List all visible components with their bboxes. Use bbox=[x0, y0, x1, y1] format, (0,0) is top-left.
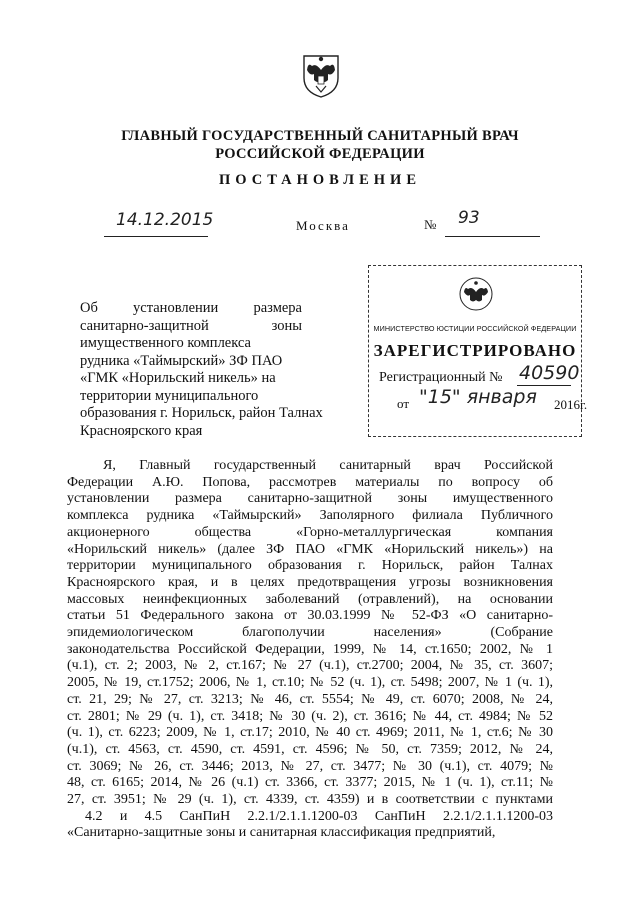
document-number: 93 bbox=[458, 208, 480, 228]
document-type-title: ПОСТАНОВЛЕНИЕ bbox=[218, 172, 421, 188]
body-line: статьи 51 Федерального закона от 30.03.1999 № 52-ФЗ «О санитарно- bbox=[67, 608, 553, 624]
body-line: (ч.1), ст. 4563, ст. 4590, ст. 4591, ст. 4596; № 50, ст. 7359; 2012, № 24, bbox=[67, 741, 553, 757]
body-line: комплекса рудника «Таймырский» Заполярного филиала Публичного bbox=[67, 508, 553, 524]
subject-line: Красноярского края bbox=[80, 422, 203, 439]
body-line: «Норильский никель» (далее ЗФ ПАО «ГМК «Норильский никель») на bbox=[67, 541, 553, 557]
body-line: территории муниципального образования г. Норильск, район Талнах bbox=[67, 558, 553, 574]
document-subject bbox=[80, 300, 323, 440]
stamp-ministry-name: МИНИСТЕРСТВО ЮСТИЦИИ РОССИЙСКОЙ ФЕДЕРАЦИИ bbox=[373, 324, 577, 333]
body-line: Красноярского края, и в целях предотвращения угрозы возникновения bbox=[67, 574, 553, 590]
body-line: ст. 21, 29; № 27, ст. 3213; № 46, ст. 5554; № 49, ст. 6070; 2008, № 24, bbox=[67, 691, 553, 707]
body-line: акционерного общества «Горно-металлургическая компания bbox=[67, 524, 553, 540]
stamp-date-prefix: от bbox=[397, 396, 410, 411]
stamp-registration-number: 40590 bbox=[519, 362, 580, 384]
stamp-status: ЗАРЕГИСТРИРОВАНО bbox=[373, 341, 577, 360]
body-line: «Санитарно-защитные зоны и санитарная классификация предприятий, bbox=[67, 825, 496, 841]
body-line: 27, ст. 3951; № 29 (ч. 1), ст. 4339, ст. 4359) и в соответствии с пунктами bbox=[67, 792, 553, 808]
body-line: Я, Главный государственный санитарный врач Российской bbox=[103, 458, 553, 473]
body-line: 4.2 и 4.5 СанПиН 2.2.1/2.1.1.1200-03 СанПиН 2.2.1/2.1.1.1200-03 bbox=[85, 808, 553, 824]
authority-line: РОССИЙСКОЙ ФЕДЕРАЦИИ bbox=[215, 146, 425, 162]
body-line: ст. 2801; № 29 (ч. 1), ст. 3418; № 30 (ч. 2), ст. 3616; № 44, ст. 4984; № 52 bbox=[67, 708, 553, 724]
subject-line: санитарно-защитной зоны bbox=[80, 317, 302, 334]
stamp-date: "15" января bbox=[419, 386, 537, 408]
body-line: эпидемиологическом благополучии населения» (Собрание bbox=[67, 625, 553, 641]
subject-line: Об установлении размера bbox=[80, 300, 302, 316]
subject-line: имущественного комплекса bbox=[80, 335, 251, 351]
body-line: массовых неинфекционных заболеваний (отравлений), на основании bbox=[67, 591, 553, 607]
document-date: 14.12.2015 bbox=[116, 210, 214, 230]
city-name: Москва bbox=[296, 218, 350, 233]
subject-line: территории муниципального bbox=[80, 387, 259, 404]
subject-line: «ГМК «Норильский никель» на bbox=[80, 370, 276, 386]
body-line: (ч. 1), ст. 6223; 2009, № 1, ст.17; 2010, № 40 ст. 4969; 2011, № 1, ст.6; № 30 bbox=[67, 725, 553, 741]
body-line: 2005, № 19, ст.1752; 2006, № 1, ст.10; № 52 (ч. 1), ст. 5498; 2007, № 1 (ч. 1), bbox=[67, 675, 553, 691]
subject-line: образования г. Норильск, район Талнах bbox=[80, 405, 323, 421]
subject-line: рудника «Таймырский» ЗФ ПАО bbox=[80, 352, 283, 369]
stamp-year: 2016г. bbox=[554, 397, 588, 412]
stamp-registration-label: Регистрационный № bbox=[379, 370, 503, 385]
russian-coat-of-arms-icon bbox=[300, 50, 342, 98]
authority-line: ГЛАВНЫЙ ГОСУДАРСТВЕННЫЙ САНИТАРНЫЙ ВРАЧ bbox=[121, 128, 519, 144]
body-line: Федерации А.Ю. Попова, рассмотрев материалы по вопросу об bbox=[67, 474, 553, 490]
registration-stamp bbox=[368, 265, 588, 437]
body-line: законодательства Российской Федерации, 1999, № 14, ст.1650; 2002, № 1 bbox=[67, 641, 553, 657]
issuing-authority bbox=[0, 127, 640, 163]
number-label: № bbox=[424, 217, 437, 232]
russian-coat-of-arms-icon bbox=[459, 276, 493, 312]
body-line: (ч.1), ст. 2; 2003, № 2, ст.167; № 27 (ч.1), ст.2700; 2004, № 35, ст. 3607; bbox=[67, 658, 553, 674]
body-line: ст. 3069; № 26, ст. 3446; 2013, № 27, ст. 3477; № 30 (ч.1), ст. 4079; № bbox=[67, 758, 553, 774]
document-body bbox=[67, 458, 553, 842]
body-line: установлении размера санитарно-защитной зоны имущественного bbox=[67, 491, 553, 507]
body-line: 48, ст. 6165; 2014, № 26 (ч.1) ст. 3366, ст. 3377; 2015, № 1 (ч. 1), ст.11; № bbox=[67, 775, 553, 791]
